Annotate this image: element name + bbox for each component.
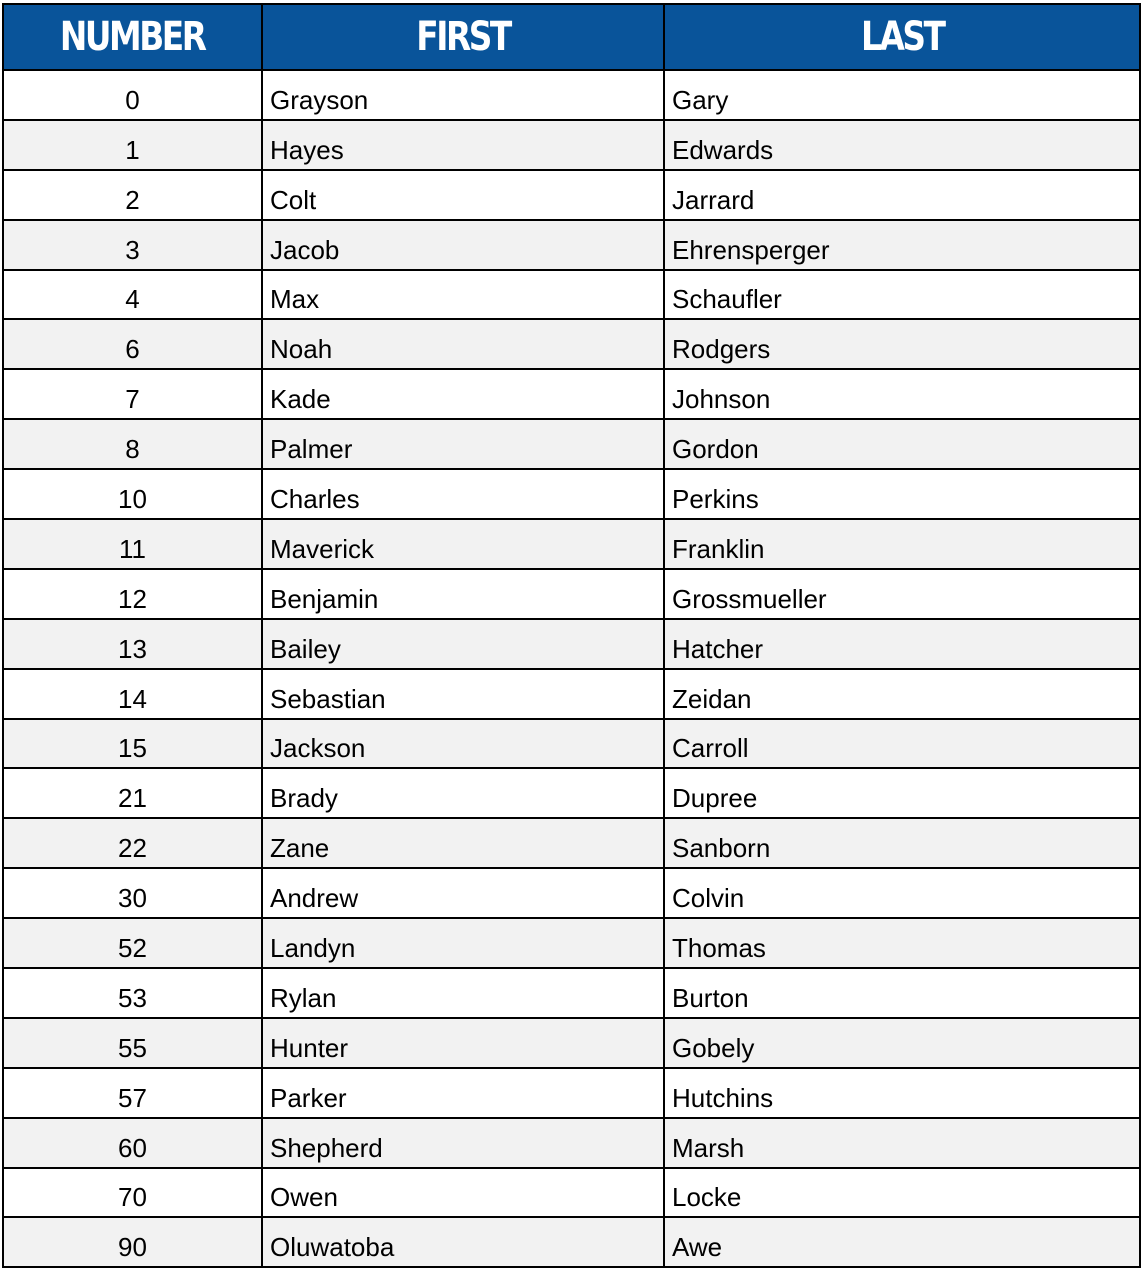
cell-last-name: Awe xyxy=(664,1217,1140,1267)
table-row xyxy=(3,70,1140,120)
cell-number: 12 xyxy=(3,569,262,619)
cell-number: 11 xyxy=(3,519,262,569)
cell-first-name: Colt xyxy=(262,170,664,220)
table-row xyxy=(3,968,1140,1018)
table-row xyxy=(3,569,1140,619)
cell-last-name: Colvin xyxy=(664,868,1140,918)
cell-number: 55 xyxy=(3,1018,262,1068)
table-row xyxy=(3,519,1140,569)
cell-number: 60 xyxy=(3,1118,262,1168)
table-row xyxy=(3,469,1140,519)
cell-first-name: Charles xyxy=(262,469,664,519)
cell-number: 1 xyxy=(3,120,262,170)
cell-first-name: Landyn xyxy=(262,918,664,968)
table-row xyxy=(3,220,1140,270)
cell-first-name: Oluwatoba xyxy=(262,1217,664,1267)
cell-number: 70 xyxy=(3,1168,262,1218)
cell-last-name: Hatcher xyxy=(664,619,1140,669)
cell-number: 52 xyxy=(3,918,262,968)
column-header-number-label: NUMBER xyxy=(60,14,205,60)
cell-last-name: Gobely xyxy=(664,1018,1140,1068)
cell-number: 14 xyxy=(3,669,262,719)
cell-number: 21 xyxy=(3,768,262,818)
column-header-first xyxy=(262,4,664,70)
cell-last-name: Perkins xyxy=(664,469,1140,519)
table-row xyxy=(3,619,1140,669)
cell-last-name: Gordon xyxy=(664,419,1140,469)
cell-number: 53 xyxy=(3,968,262,1018)
header-row xyxy=(3,4,1140,70)
cell-last-name: Marsh xyxy=(664,1118,1140,1168)
cell-last-name: Edwards xyxy=(664,120,1140,170)
table-row xyxy=(3,270,1140,320)
table-row xyxy=(3,1168,1140,1218)
cell-last-name: Sanborn xyxy=(664,818,1140,868)
cell-number: 13 xyxy=(3,619,262,669)
roster-body xyxy=(3,70,1140,1267)
cell-number: 8 xyxy=(3,419,262,469)
cell-last-name: Dupree xyxy=(664,768,1140,818)
cell-first-name: Shepherd xyxy=(262,1118,664,1168)
cell-number: 4 xyxy=(3,270,262,320)
table-row xyxy=(3,768,1140,818)
cell-first-name: Hayes xyxy=(262,120,664,170)
table-row xyxy=(3,1217,1140,1267)
column-header-last xyxy=(664,4,1140,70)
cell-first-name: Palmer xyxy=(262,419,664,469)
cell-first-name: Kade xyxy=(262,369,664,419)
cell-first-name: Hunter xyxy=(262,1018,664,1068)
cell-first-name: Zane xyxy=(262,818,664,868)
table-row xyxy=(3,120,1140,170)
cell-number: 22 xyxy=(3,818,262,868)
cell-last-name: Gary xyxy=(664,70,1140,120)
table-row xyxy=(3,1018,1140,1068)
cell-number: 90 xyxy=(3,1217,262,1267)
cell-number: 2 xyxy=(3,170,262,220)
column-header-first-label: FIRST xyxy=(416,14,510,60)
cell-first-name: Maverick xyxy=(262,519,664,569)
cell-first-name: Bailey xyxy=(262,619,664,669)
cell-first-name: Jacob xyxy=(262,220,664,270)
cell-first-name: Parker xyxy=(262,1068,664,1118)
cell-last-name: Carroll xyxy=(664,719,1140,769)
cell-last-name: Grossmueller xyxy=(664,569,1140,619)
cell-last-name: Jarrard xyxy=(664,170,1140,220)
cell-first-name: Jackson xyxy=(262,719,664,769)
table-row xyxy=(3,419,1140,469)
cell-first-name: Brady xyxy=(262,768,664,818)
cell-last-name: Burton xyxy=(664,968,1140,1018)
table-row xyxy=(3,669,1140,719)
cell-last-name: Zeidan xyxy=(664,669,1140,719)
cell-number: 10 xyxy=(3,469,262,519)
cell-last-name: Schaufler xyxy=(664,270,1140,320)
cell-first-name: Max xyxy=(262,270,664,320)
cell-number: 57 xyxy=(3,1068,262,1118)
cell-last-name: Locke xyxy=(664,1168,1140,1218)
cell-number: 7 xyxy=(3,369,262,419)
cell-last-name: Thomas xyxy=(664,918,1140,968)
column-header-last-label: LAST xyxy=(860,14,944,60)
cell-number: 0 xyxy=(3,70,262,120)
table-row xyxy=(3,1118,1140,1168)
table-row xyxy=(3,369,1140,419)
table-row xyxy=(3,868,1140,918)
cell-first-name: Benjamin xyxy=(262,569,664,619)
cell-last-name: Franklin xyxy=(664,519,1140,569)
cell-number: 30 xyxy=(3,868,262,918)
cell-first-name: Rylan xyxy=(262,968,664,1018)
table-row xyxy=(3,818,1140,868)
cell-first-name: Sebastian xyxy=(262,669,664,719)
cell-number: 15 xyxy=(3,719,262,769)
cell-first-name: Noah xyxy=(262,319,664,369)
cell-number: 3 xyxy=(3,220,262,270)
cell-first-name: Owen xyxy=(262,1168,664,1218)
table-row xyxy=(3,1068,1140,1118)
table-row xyxy=(3,719,1140,769)
table-row xyxy=(3,319,1140,369)
column-header-number xyxy=(3,4,262,70)
cell-number: 6 xyxy=(3,319,262,369)
table-row xyxy=(3,918,1140,968)
cell-last-name: Rodgers xyxy=(664,319,1140,369)
roster-table xyxy=(2,3,1141,1268)
roster-header xyxy=(3,4,1140,70)
cell-last-name: Hutchins xyxy=(664,1068,1140,1118)
cell-first-name: Grayson xyxy=(262,70,664,120)
cell-last-name: Ehrensperger xyxy=(664,220,1140,270)
table-row xyxy=(3,170,1140,220)
cell-first-name: Andrew xyxy=(262,868,664,918)
cell-last-name: Johnson xyxy=(664,369,1140,419)
